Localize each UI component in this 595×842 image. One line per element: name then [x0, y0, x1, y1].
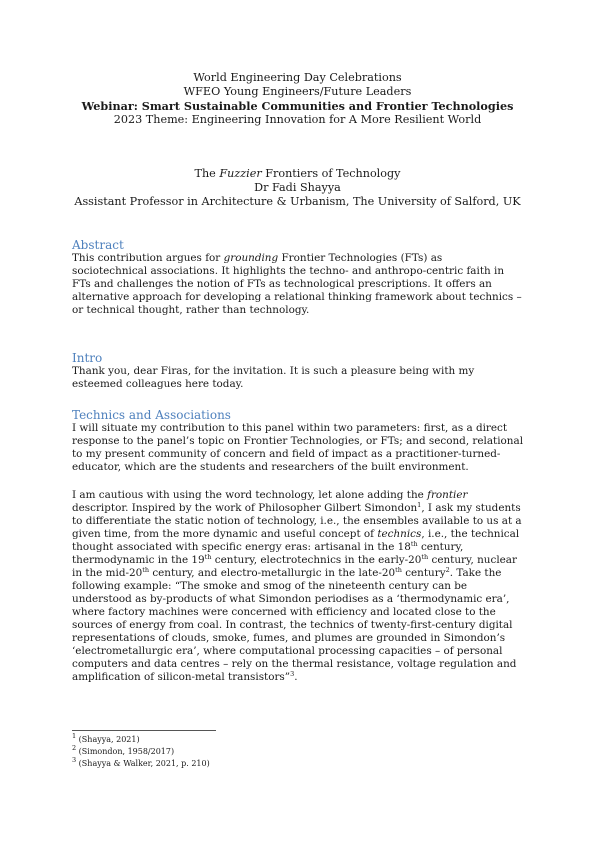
body-line: sources of energy from coal. In contrast, the technics of twenty-first-century digital [72, 619, 513, 631]
body-line: I am cautious with using the word technology, let alone adding the frontier [72, 489, 468, 501]
body-line: where factory machines were concerned with efficiency and located close to the [72, 606, 496, 618]
footnote: $^3$ (Shayya & Walker, 2021, p. 210) [72, 756, 210, 768]
body-line: to my present community of concern and field of impact as a practitioner-turned- [72, 448, 501, 460]
abstract-heading: Abstract [72, 238, 124, 252]
body-line: understood as by-products of what Simondon periodises as a ‘thermodynamic era’, [72, 593, 510, 605]
body-line: educator, which are the students and researchers of the built environment. [72, 461, 469, 473]
body-line: to differentiate the static notion of technology, i.e., the ensembles available to us at a [72, 515, 522, 527]
footnote-ref[interactable]: 2 [445, 566, 450, 574]
author-name: Dr Fadi Shayya [254, 181, 341, 194]
intro-line: Thank you, dear Firas, for the invitation. It is such a pleasure being with my [72, 365, 475, 377]
body-line: I will situate my contribution to this panel within two parameters: first, as a direct [72, 422, 508, 434]
footnote: $^1$ (Shayya, 2021) [72, 732, 140, 744]
intro-line: esteemed colleagues here today. [72, 378, 244, 390]
abstract-line: sociotechnical associations. It highlights the techno- and anthropo-centric faith in [72, 265, 505, 277]
abstract-line: or technical thought, rather than technology. [72, 304, 310, 316]
abstract-line: FTs and challenges the notion of FTs as technological prescriptions. It offers an [72, 278, 492, 290]
event-theme: 2023 Theme: Engineering Innovation for A More Resilient World [113, 113, 482, 126]
body-line: response to the panel’s topic on Frontier Technologies, or FTs; and second, relational [72, 435, 524, 447]
body-line: amplification of silicon-metal transistors”$^3$. [72, 670, 298, 683]
body-line: thermodynamic in the 19th century, electrotechnics in the early-20th century, nuclear [72, 553, 517, 566]
body-line: ‘electrometallurgic era’, where computational processing capacities – of personal [72, 645, 503, 657]
body-line: representations of clouds, smoke, fumes, and plumes are grounded in Simondon’s [72, 632, 506, 644]
author-affiliation: Assistant Professor in Architecture & Urbanism, The University of Salford, UK [74, 195, 521, 208]
webinar-title: Webinar: Smart Sustainable Communities and Frontier Technologies [81, 99, 514, 113]
body-line: given time, from the more dynamic and useful concept of technics, i.e., the technical [72, 528, 520, 540]
footnote-separator [72, 730, 216, 731]
body-line: computers and data centres – rely on the thermal resistance, voltage regulation and [72, 658, 517, 670]
body-line: descriptor. Inspired by the work of Philosopher Gilbert Simondon$^1$, I ask my students [72, 501, 521, 514]
event-title: World Engineering Day Celebrations [193, 71, 402, 84]
body-line: thought associated with specific energy eras: artisanal in the 18th century, [72, 540, 464, 553]
footnote-ref[interactable]: 3 [290, 670, 295, 678]
body-line: in the mid-20th century, and electro-metallurgic in the late-20th century$^2$. Take the [72, 566, 502, 579]
footnote: $^2$ (Simondon, 1958/2017) [72, 744, 175, 756]
event-subtitle: WFEO Young Engineers/Future Leaders [183, 85, 412, 98]
abstract-line: alternative approach for developing a relational thinking framework about technics – [72, 291, 522, 303]
footnote-ref[interactable]: 1 [417, 501, 422, 509]
abstract-line: This contribution argues for grounding Frontier Technologies (FTs) as [72, 252, 443, 264]
body-line: following example: “The smoke and smog of the nineteenth century can be [72, 580, 468, 592]
intro-heading: Intro [72, 351, 103, 365]
technics-heading: Technics and Associations [72, 408, 231, 422]
paper-title: The Fuzzier Frontiers of Technology [194, 167, 401, 180]
